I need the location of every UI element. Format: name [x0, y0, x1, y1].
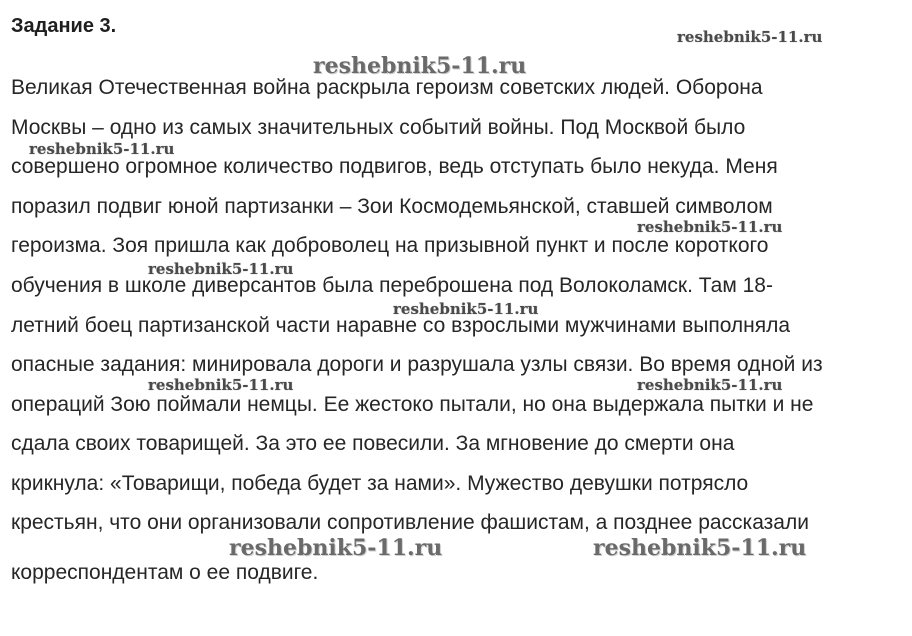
paragraph-line: опасные задания: минировала дороги и разрушала узлы связи. Во время одной из — [11, 353, 823, 376]
paragraph-line: операций Зою поймали немцы. Ее жестоко пытали, но она выдержала пытки и не — [11, 393, 814, 416]
watermark: reshebnik5-11.ru — [313, 53, 527, 79]
paragraph-line: корреспондентам о ее подвиге. — [11, 561, 319, 584]
paragraph-line: сдала своих товарищей. За это ее повесили. За мгновение до смерти она — [11, 432, 735, 455]
paragraph-line: Москвы – одно из самых значительных событий войны. Под Москвой было — [11, 116, 746, 139]
watermark: reshebnik5-11.ru — [677, 28, 823, 46]
watermark: reshebnik5-11.ru — [148, 376, 294, 394]
paragraph-line: Великая Отечественная война раскрыла героизм советских людей. Оборона — [11, 76, 763, 99]
watermark: reshebnik5-11.ru — [593, 535, 807, 561]
paragraph-line: героизма. Зоя пришла как доброволец на призывной пункт и после короткого — [11, 234, 769, 257]
watermark: reshebnik5-11.ru — [637, 218, 783, 236]
paragraph-line: совершено огромное количество подвигов, ведь отступать было некуда. Меня — [11, 155, 778, 178]
watermark: reshebnik5-11.ru — [393, 300, 539, 318]
paragraph-line: крикнула: «Товарищи, победа будет за нами». Мужество девушки потрясло — [11, 472, 749, 495]
watermark: reshebnik5-11.ru — [229, 535, 443, 561]
paragraph-line: крестьян, что они организовали сопротивление фашистам, а позднее рассказали — [11, 511, 809, 534]
paragraph-line: обучения в школе диверсантов была переброшена под Волоколамск. Там 18- — [11, 274, 773, 297]
watermark: reshebnik5-11.ru — [148, 260, 294, 278]
watermark: reshebnik5-11.ru — [29, 140, 175, 158]
watermark: reshebnik5-11.ru — [637, 376, 783, 394]
task-heading: Задание 3. — [11, 15, 117, 37]
paragraph-line: летний боец партизанской части наравне со взрослыми мужчинами выполняла — [11, 314, 791, 337]
paragraph-line: поразил подвиг юной партизанки – Зои Космодемьянской, ставшей символом — [11, 195, 773, 218]
